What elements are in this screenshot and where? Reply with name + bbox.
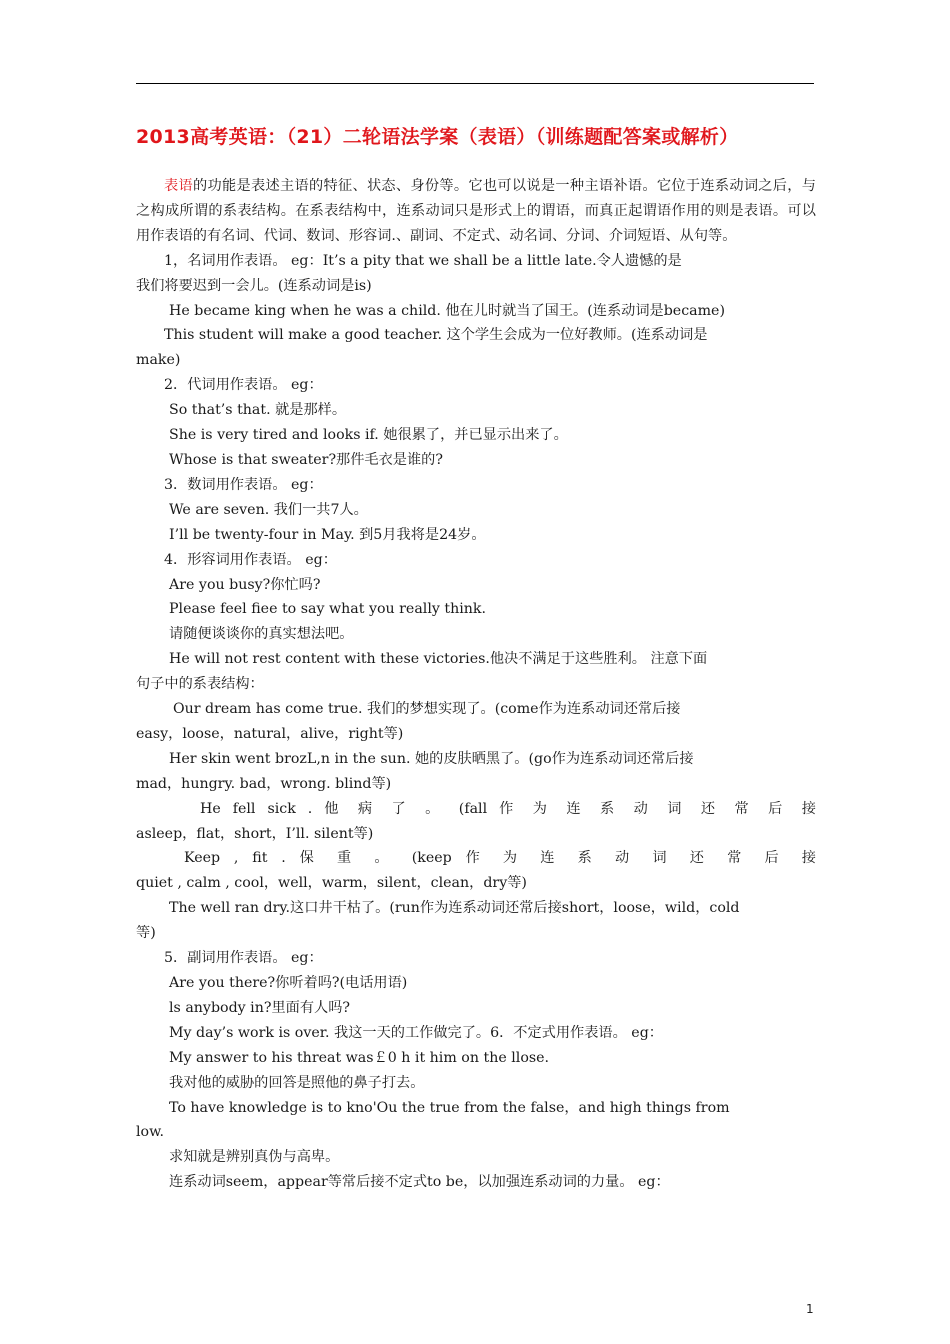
page-number: 1 [806, 1302, 814, 1316]
line: To have knowledge is to kno'Ou the true from the false，and high things from [169, 1099, 730, 1116]
line: My answer to his threat was￡0 h it him on the llose. [169, 1049, 550, 1066]
line: 句子中的系表结构： [136, 676, 264, 693]
line: So that’s that. 就是那样。 [169, 402, 347, 419]
line: low. [136, 1124, 165, 1141]
line: Are you busy?你忙吗? [169, 576, 321, 593]
line: Please feel fiee to say what you really think. [169, 601, 487, 618]
line: He will not rest content with these victories.他决不满足于这些胜利。 注意下面 [169, 651, 708, 668]
line: 等) [136, 925, 156, 942]
line: asleep，flat，short，I’ll. silent等) [136, 825, 374, 842]
line: Our dream has come true. 我们的梦想实现了。(come作为连系动词还常后接 [173, 701, 681, 718]
line: 我们将要迟到一会儿。(连系动词是is) [136, 277, 372, 294]
section-heading: 3．数词用作表语。 eg： [164, 476, 323, 493]
line: 求知就是辨别真伪与高卑。 [169, 1149, 340, 1166]
line: easy，loose，natural，alive，right等) [136, 725, 404, 742]
line: She is very tired and looks if. 她很累了，并已显示出来了。 [169, 427, 568, 444]
line: We are seven. 我们一共7人。 [169, 501, 368, 518]
line: mad，hungry. bad，wrong. blind等) [136, 775, 392, 792]
line: quiet , calm , cool，well，warm，silent，clean，dry等) [136, 875, 527, 892]
intro-paragraph [136, 174, 816, 249]
line: 连系动词seem，appear等常后接不定式to be，以加强连系动词的力量。 eg： [169, 1174, 670, 1191]
line: My day’s work is over. 我这一天的工作做完了。6．不定式用作表语。 eg： [169, 1024, 663, 1041]
line: ls anybody in?里面有人吗? [169, 999, 350, 1016]
document-title: 2013高考英语：（21）二轮语法学案（表语）（训练题配答案或解析） [136, 126, 739, 148]
section-heading: 4．形容词用作表语。 eg： [164, 551, 337, 568]
line: He became king when he was a child. 他在儿时就当了国王。(连系动词是became) [169, 302, 725, 319]
document-body [136, 174, 816, 1195]
header-rule [136, 83, 814, 84]
line: 我对他的威胁的回答是照他的鼻子打去。 [169, 1074, 425, 1091]
line: Whose is that sweater?那件毛衣是谁的? [169, 451, 443, 468]
line: 请随便谈谈你的真实想法吧。 [169, 626, 354, 643]
line: 1，名词用作表语。 eg：It’s a pity that we shall be a little late.令人遗憾的是 [164, 252, 682, 269]
line: This student will make a good teacher. 这个学生会成为一位好教师。(连系动词是 [164, 327, 708, 344]
line: make) [136, 352, 181, 369]
line: Her skin went brozL,n in the sun. 她的皮肤晒黑了。(go作为连系动词还常后接 [169, 750, 694, 767]
intro-text: 的功能是表述主语的特征、状态、身份等。它也可以说是一种主语补语。它位于连系动词之后，与之构成所谓的系表结构。在系表结构中，连系动词只是形式上的谓语，而真正起谓语作用的则是表语。可以用作表语的有名词、代词、数词、形容词.、副词、不定式、动名词、分词、介词短语、从句等。 [136, 178, 816, 244]
line: He fell sick . 他 病 了 。 (fall 作 为 连 系 动 词 还 常 后 接 [200, 800, 816, 817]
line: I’ll be twenty-four in May. 到5月我将是24岁。 [169, 526, 486, 543]
section-heading: 2．代词用作表语。 eg： [164, 377, 323, 394]
line: Are you there?你听着吗?(电话用语) [169, 975, 408, 991]
line: Keep , fit . 保 重 。 (keep 作 为 连 系 动 词 还 常 后 接 [184, 850, 816, 867]
line: The well ran dry.这口井干枯了。(run作为连系动词还常后接short，loose，wild，cold [169, 900, 740, 917]
intro-keyword: 表语 [164, 178, 193, 194]
section-heading: 5．副词用作表语。 eg： [164, 950, 323, 967]
